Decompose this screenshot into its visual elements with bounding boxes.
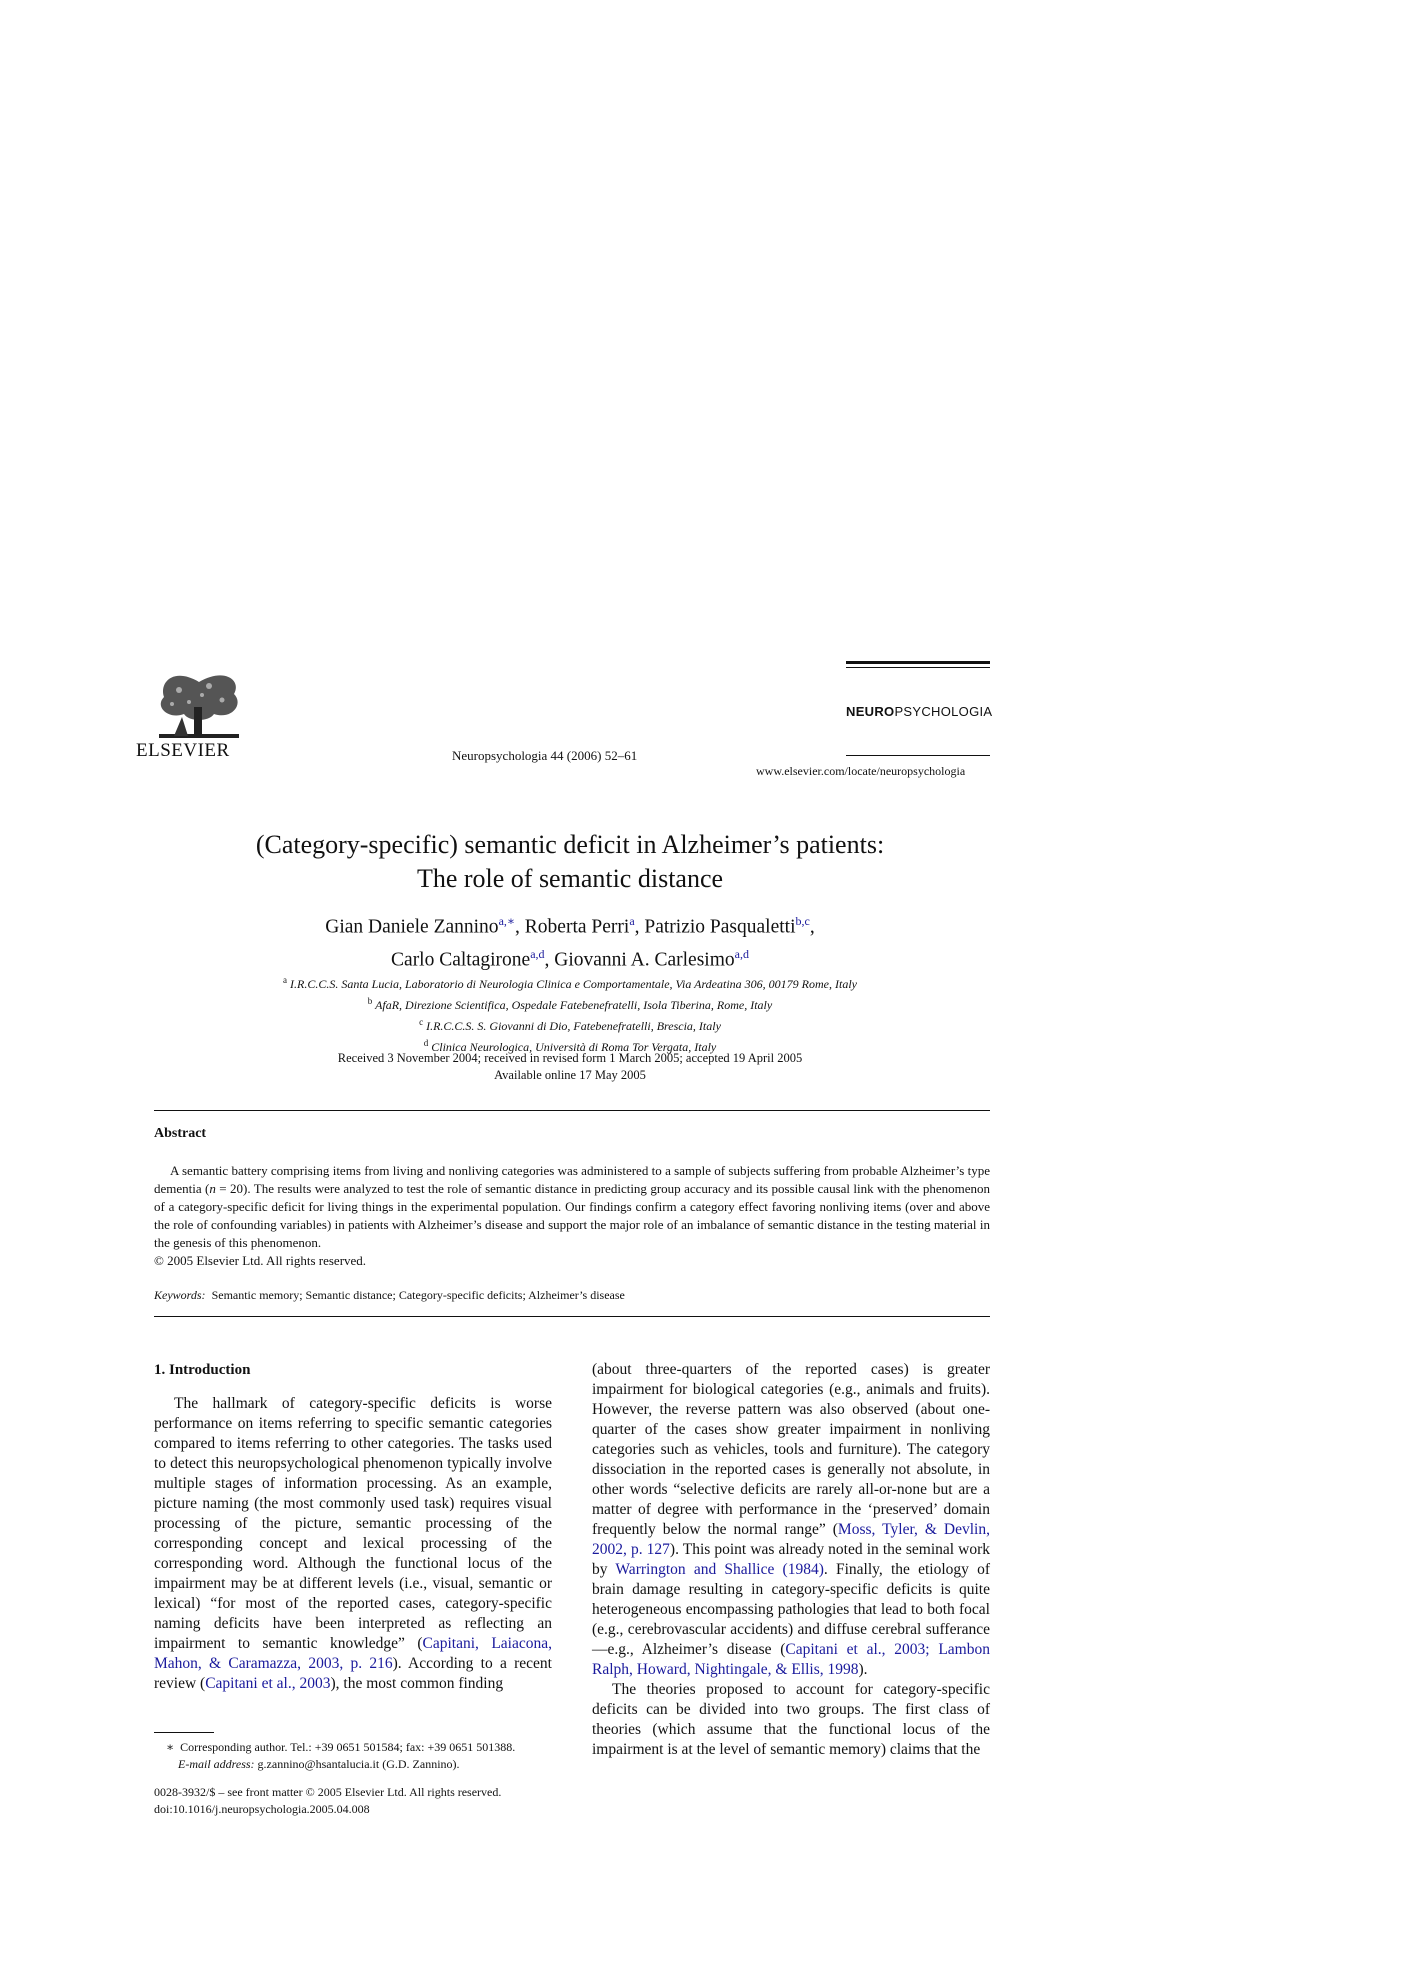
author-name: Giovanni A. Carlesimo	[554, 949, 735, 970]
affiliation: $^d$ Clinica Neurologica, Università di Roma Tor Vergata, Italy	[423, 1038, 717, 1054]
author-list: Gian Daniele Zannino$^{a,∗}$, Roberta Perri$^a$, Patrizio Pasqualetti$^{b,c}$, Carlo Caltagirone$^{a,d}$, Giovanni A. Carlesimo$^{a,d}$	[325, 914, 815, 970]
section-heading: 1. Introduction	[154, 1362, 251, 1378]
author-affil-link[interactable]: a,∗	[498, 914, 516, 928]
keywords: Keywords: Semantic memory; Semantic distance; Category-specific deficits; Alzheimer’s disease	[154, 1288, 625, 1302]
journal-name: NEUROPSYCHOLOGIA	[846, 704, 993, 719]
header-rule	[846, 661, 990, 664]
received-dates: Received 3 November 2004; received in revised form 1 March 2005; accepted 19 April 2005	[337, 1051, 803, 1065]
abstract-heading: Abstract	[154, 1126, 207, 1141]
affiliation: $^a$ I.R.C.C.S. Santa Lucia, Laboratorio di Neurologia Clinica e Comportamentale, Via Ardeatina 306, 00179 Rome, Italy	[283, 975, 857, 991]
body-column-right: (about three-quarters of the reported cases) is greater impairment for biological categories (e.g., animals and fruits). However, the reverse pattern was also observed (about one-quarter of the cases show greater impairment in nonliving categories such as vehicles, tools and furniture). The category dissociation in the reported cases is generally not absolute, in other words “selective deficits are rarely all-or-none but are a matter of degree with performance in the ‘preserved’ domain frequently below the normal range” (Moss, Tyler, & Devlin, 2002, p. 127). This point was already noted in the seminal work by Warrington and Shallice (1984). Finally, the etiology of brain damage resulting in category-specific deficits is quite heterogeneous encompassing pathologies that lead to both focal (e.g., cerebrovascular accidents) and diffuse cerebral sufferance—e.g., Alzheimer’s disease (Capitani et al., 2003; Lambon Ralph, Howard, Nightingale, & Ellis, 1998). The theories proposed to account for category-specific deficits can be divided into two groups. The first class of theories (which assume that the functional locus of the impairment is at the level of semantic memory) claims that the	[592, 1361, 990, 1758]
journal-url[interactable]: www.elsevier.com/locate/neuropsychologia	[756, 764, 966, 778]
front-matter-info	[154, 1784, 552, 1818]
abstract-copyright: © 2005 Elsevier Ltd. All rights reserved.	[154, 1253, 367, 1268]
abstract-body: A semantic battery comprising items from living and nonliving categories was administered to a sample of subjects suffering from probable Alzheimer’s type dementia (n = 20). The results were analyzed to test the role of semantic distance in predicting group accuracy and its possible causal link with the phenomenon of a category-specific deficit for living things in the experimental population. Our findings confirm a category effect favoring nonliving items (over and above the role of confounding variables) in patients with Alzheimer’s disease and support the major role of an imbalance of semantic distance in the testing material in the genesis of this phenomenon. © 2005 Elsevier Ltd. All rights reserved.	[154, 1163, 991, 1268]
body-column-left: 1. Introduction The hallmark of category-specific deficits is worse performance on items referring to specific semantic categories compared to items referring to other categories. The tasks used to detect this neuropsychological phenomenon typically involve multiple stages of information processing. As an example, picture naming (the most commonly used task) requires visual processing of the picture, semantic processing of the corresponding concept and lexical processing of the corresponding word. Although the functional locus of the impairment may be at different levels (i.e., visual, semantic or lexical) “for most of the reported cases, category-specific naming deficits have been interpreted as reflecting an impairment to semantic knowledge” (Capitani, Laiacona, Mahon, & Caramazza, 2003, p. 216). According to a recent review (Capitani et al., 2003), the most common finding	[154, 1362, 553, 1692]
footnote-rule	[154, 1732, 214, 1733]
journal-citation: Neuropsychologia 44 (2006) 52–61	[452, 748, 638, 763]
affiliation-list	[150, 972, 990, 1056]
affiliation: $^b$ AfaR, Direzione Scientifica, Ospedale Fatebenefratelli, Isola Tiberina, Rome, Italy	[367, 996, 773, 1012]
author-name: Patrizio Pasqualetti	[644, 916, 796, 938]
title-line-2: The role of semantic distance	[416, 864, 724, 893]
citation-link[interactable]: Capitani, Laiacona, Mahon, & Caramazza, 2003, p. 216	[154, 1635, 553, 1672]
doi-line[interactable]: doi:10.1016/j.neuropsychologia.2005.04.008	[154, 1802, 370, 1816]
author-affil-link[interactable]: a	[629, 914, 635, 928]
footnotes	[154, 1739, 552, 1773]
author-affil-link[interactable]: a,d	[734, 946, 749, 961]
elsevier-tree-logo	[154, 662, 244, 742]
author-name: Gian Daniele Zannino	[325, 916, 499, 938]
author-name: Roberta Perri	[524, 916, 630, 938]
title-line-1: (Category-specific) semantic deficit in Alzheimer’s patients:	[255, 830, 885, 859]
affiliation: $^c$ I.R.C.C.S. S. Giovanni di Dio, Fatebenefratelli, Brescia, Italy	[419, 1017, 721, 1033]
article-title	[150, 828, 990, 896]
header-rule	[846, 667, 990, 668]
author-affil-link[interactable]: a,d	[530, 946, 545, 961]
article-dates	[150, 1050, 990, 1084]
author-name: Carlo Caltagirone	[391, 949, 531, 970]
citation-link[interactable]: Moss, Tyler, & Devlin, 2002, p. 127	[592, 1521, 990, 1558]
publisher-name: ELSEVIER	[136, 740, 230, 761]
citation-link[interactable]: Capitani et al., 2003; Lambon Ralph, Howard, Nightingale, & Ellis, 1998	[592, 1641, 990, 1678]
abstract-bottom-rule	[154, 1316, 990, 1317]
corresponding-author-note: ∗ Corresponding author. Tel.: +39 0651 501584; fax: +39 0651 501388.	[166, 1740, 516, 1754]
author-affil-link[interactable]: b,c	[795, 914, 810, 928]
online-date: Available online 17 May 2005	[494, 1068, 646, 1082]
citation-link[interactable]: Capitani et al., 2003	[205, 1675, 331, 1692]
citation-link[interactable]: Warrington and Shallice (1984)	[615, 1561, 824, 1578]
header-rule	[846, 755, 990, 756]
email-note: E-mail address: g.zannino@hsantalucia.it (G.D. Zannino).	[178, 1757, 460, 1771]
paragraph: The theories proposed to account for category-specific deficits can be divided into two groups. The first class of theories (which assume that the functional locus of the impairment is at the level of semantic memory) claims that the	[592, 1681, 990, 1758]
abstract-top-rule	[154, 1110, 990, 1111]
issn-line: 0028-3932/$ – see front matter © 2005 Elsevier Ltd. All rights reserved.	[154, 1785, 502, 1799]
